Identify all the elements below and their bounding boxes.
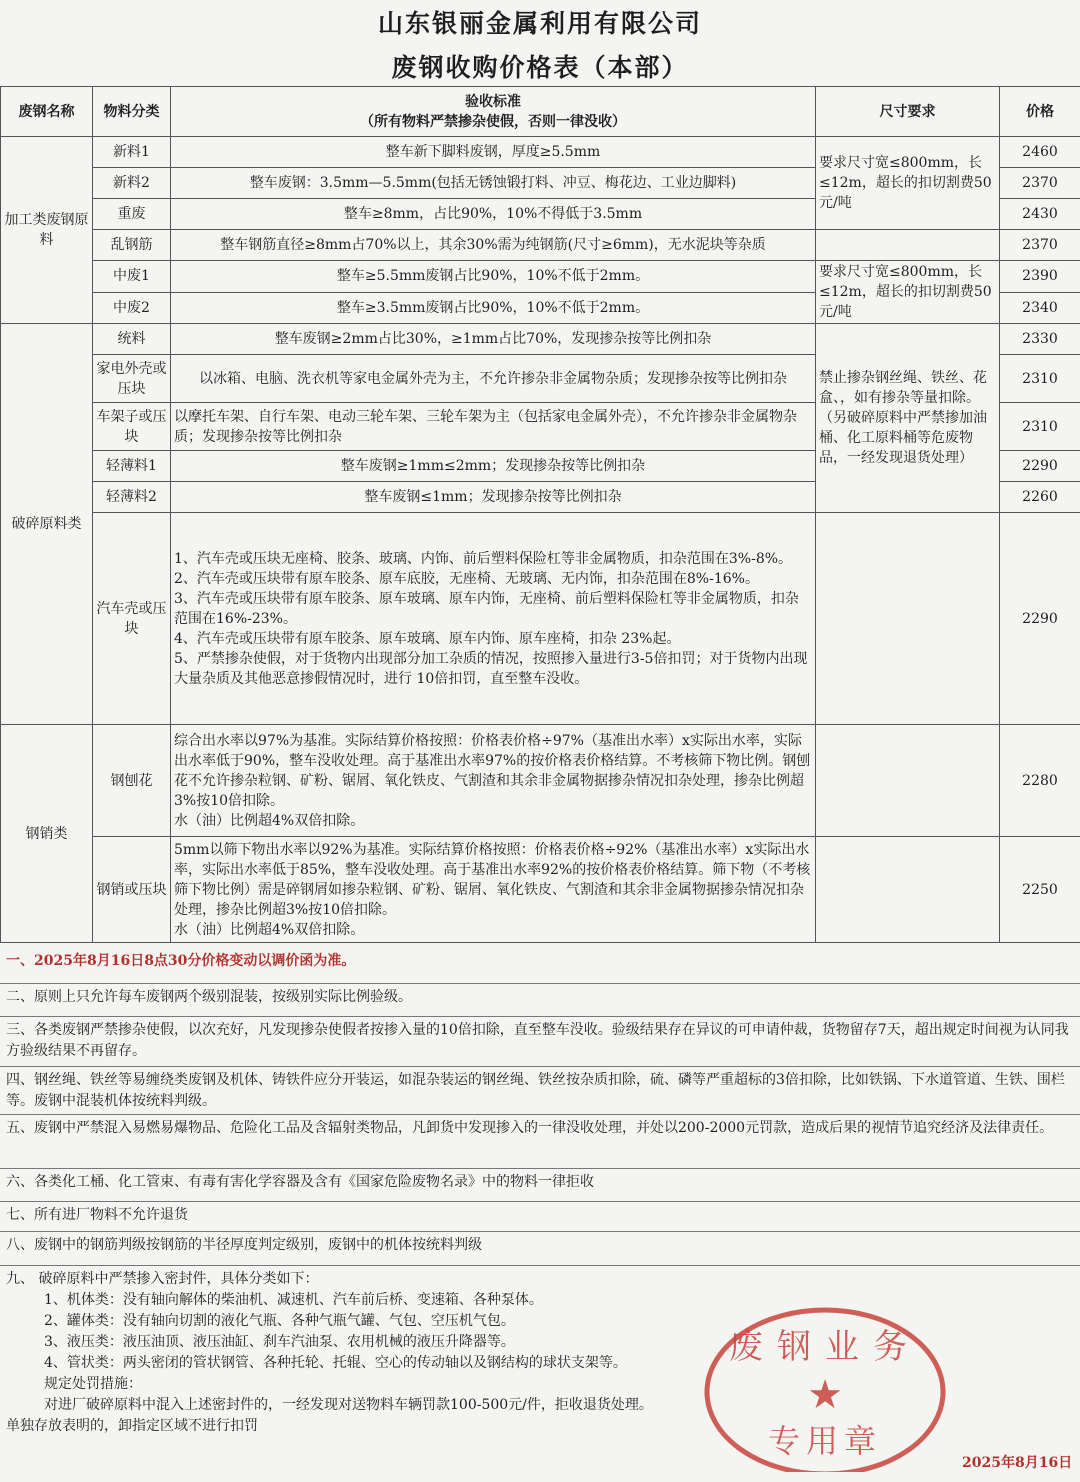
price-cell: 2340 bbox=[1000, 292, 1080, 324]
category-cell: 乱钢筋 bbox=[93, 230, 171, 261]
note-9-penalty: 对进厂破碎原料中混入上述密封件的，一经发现对送物料车辆罚款100-500元/件，拒收退货处理。 bbox=[44, 1397, 653, 1413]
note-5: 五、废钢中严禁混入易燃易爆物品、危险化工品及含辐射类物品，凡卸货中发现掺入的一律没收处理，并处以200-2000元罚款，造成后果的视情节追究经济及法律责任。 bbox=[0, 1115, 1080, 1169]
category-cell: 家电外壳或压块 bbox=[93, 355, 171, 403]
table-row bbox=[1, 837, 1080, 943]
category-cell: 新料2 bbox=[93, 168, 171, 199]
standard-cell: 整车≥3.5mm废钢占比90%，10%不低于2mm。 bbox=[171, 292, 816, 324]
standard-line: 2、汽车壳或压块带有原车胶条、原车底胶，无座椅、无玻璃、无内饰，扣杂范围在8%-16%。 bbox=[174, 570, 759, 587]
category-cell: 中废1 bbox=[93, 261, 171, 293]
standard-cell: 整车钢筋直径≥8mm占70%以上，其余30%需为纯钢筋(尺寸≥6mm)，无水泥块等杂质 bbox=[171, 230, 816, 261]
standard-line: 5mm以筛下物出水率以92%为基准。实际结算价格按照：价格表价格÷92%（基准出水率）x实际出水率，实际出水率低于85%，整车没收处理。高于基准出水率92%的按价格表价格结算。筛下物（不考核筛下物比例）需是碎钢屑如掺杂粒钢、矿粉、锯屑、氧化铁皮、气割渣和其余非金属物据掺杂情况扣杂处理，掺杂比例超3%按10倍扣除。 bbox=[174, 841, 811, 918]
price-table bbox=[0, 86, 1080, 943]
standard-line: 5、严禁掺杂使假，对于货物内出现部分加工杂质的情况，按照掺入量进行3-5倍扣罚；对于货物内出现大量杂质及其他恶意掺假情况时，进行 10倍扣罚，直至整车没收。 bbox=[174, 650, 808, 687]
size-cell-empty bbox=[816, 725, 1000, 837]
standard-line: 4、汽车壳或压块带有原车胶条、原车玻璃、原车内饰、原车座椅，扣杂 23%起。 bbox=[174, 630, 681, 647]
category-cell: 新料1 bbox=[93, 137, 171, 168]
price-cell: 2390 bbox=[1000, 261, 1080, 293]
header-standard-line2: （所有物料严禁掺杂使假，否则一律没收） bbox=[360, 113, 626, 130]
table-row bbox=[1, 513, 1080, 725]
header-standard bbox=[171, 87, 816, 137]
header-category: 物料分类 bbox=[93, 87, 171, 137]
price-cell: 2370 bbox=[1000, 168, 1080, 199]
price-cell: 2290 bbox=[1000, 513, 1080, 725]
category-cell: 钢刨花 bbox=[93, 725, 171, 837]
standard-cell: 整车废钢≤1mm；发现掺杂按等比例扣杂 bbox=[171, 482, 816, 513]
standard-line: 综合出水率以97%为基准。实际结算价格按照：价格表价格÷97%（基准出水率）x实际出水率，实际出水率低于90%，整车没收处理。高于基准出水率97%的按价格表价格结算。不考核筛下物比例。钢刨花不允许掺杂粒钢、矿粉、锯屑、氧化铁皮、气割渣和其余非金属物据掺杂情况扣杂处理，掺杂比例超3%按10倍扣除。 bbox=[174, 732, 811, 809]
price-cell: 2250 bbox=[1000, 837, 1080, 943]
note-2: 二、原则上只允许每车废钢两个级别混装，按级别实际比例验级。 bbox=[0, 984, 1080, 1017]
category-cell: 统料 bbox=[93, 324, 171, 355]
price-cell: 2280 bbox=[1000, 725, 1080, 837]
note-4: 四、钢丝绳、铁丝等易缠绕类废钢及机体、铸铁件应分开装运，如混杂装运的钢丝绳、铁丝按杂质扣除，硫、磷等严重超标的3倍扣除，比如铁锅、下水道管道、生铁、围栏等。废钢中混装机体按统料判级。 bbox=[0, 1067, 1080, 1115]
table-row bbox=[1, 725, 1080, 837]
table-header-row bbox=[1, 87, 1080, 137]
category-cell: 车架子或压块 bbox=[93, 403, 171, 451]
note-9-head: 九、 破碎原料中严禁掺入密封件，具体分类如下： bbox=[6, 1271, 319, 1287]
size-cell-empty bbox=[816, 837, 1000, 943]
size-cell: 要求尺寸宽≤800mm，长≤12m，超长的扣切割费50元/吨 bbox=[816, 137, 1000, 230]
price-cell: 2430 bbox=[1000, 199, 1080, 230]
header-name: 废钢名称 bbox=[1, 87, 93, 137]
header-standard-line1: 验收标准 bbox=[465, 93, 521, 110]
category-cell: 钢销或压块 bbox=[93, 837, 171, 943]
standard-line: 3、汽车壳或压块带有原车胶条、原车玻璃、原车内饰，无座椅、前后塑料保险杠等非金属物质，扣杂范围在16%-23%。 bbox=[174, 590, 799, 627]
note-8: 八、废钢中的钢筋判级按钢筋的半径厚度判定级别，废钢中的机体按统料判级 bbox=[0, 1232, 1080, 1266]
standard-cell: 整车≥5.5mm废钢占比90%，10%不低于2mm。 bbox=[171, 261, 816, 293]
standard-line: 水（油）比例超4%双倍扣除。 bbox=[174, 812, 365, 829]
standard-cell: 整车废钢：3.5mm—5.5mm(包括无锈蚀锻打料、冲豆、梅花边、工业边脚料) bbox=[171, 168, 816, 199]
header-price: 价格 bbox=[1000, 87, 1080, 137]
size-cell: 禁止掺杂钢丝绳、铁丝、花盒、，如有掺杂等量扣除。（另破碎原料中严禁掺加油桶、化工原料桶等危废物品，一经发现退货处理） bbox=[816, 324, 1000, 513]
standard-cell: 整车新下脚料废钢，厚度≥5.5mm bbox=[171, 137, 816, 168]
standard-cell: 以冰箱、电脑、洗衣机等家电金属外壳为主，不允许掺杂非金属物杂质；发现掺杂按等比例扣杂 bbox=[171, 355, 816, 403]
group-label: 破碎原料类 bbox=[1, 324, 93, 725]
standard-cell: 以摩托车架、自行车架、电动三轮车架、三轮车架为主（包括家电金属外壳），不允许掺杂非金属物杂质；发现掺杂按等比例扣杂 bbox=[171, 403, 816, 451]
standard-cell: 整车废钢≥1mm≤2mm；发现掺杂按等比例扣杂 bbox=[171, 451, 816, 482]
sheet-title: 废钢收购价格表（本部） bbox=[391, 53, 689, 82]
note-9-item: 3、液压类：液压油顶、液压油缸、刹车汽油泵、农用机械的液压升降器等。 bbox=[44, 1334, 515, 1350]
table-row bbox=[1, 324, 1080, 355]
note-1 bbox=[0, 948, 1080, 984]
standard-cell: 整车≥8mm，占比90%，10%不得低于3.5mm bbox=[171, 199, 816, 230]
note-1-text: 一、2025年8月16日8点30分价格变动以调价函为准。 bbox=[6, 953, 356, 969]
price-cell: 2460 bbox=[1000, 137, 1080, 168]
note-7: 七、所有进厂物料不允许退货 bbox=[0, 1202, 1080, 1232]
standard-line: 1、汽车壳或压块无座椅、胶条、玻璃、内饰、前后塑料保险杠等非金属物质，扣杂范围在3%-8%。 bbox=[174, 550, 793, 567]
note-9-exception: 单独存放表明的，卸指定区域不进行扣罚 bbox=[6, 1418, 258, 1434]
note-3: 三、各类废钢严禁掺杂使假，以次充好，凡发现掺杂使假者按掺入量的10倍扣除，直至整车没收。验级结果存在异议的可申请仲裁，货物留存7天，超出规定时间视为认同我方验级结果不再留存。 bbox=[0, 1017, 1080, 1067]
seal-top-text: 废钢业务 bbox=[729, 1327, 921, 1367]
note-9-penalty-label: 规定处罚措施： bbox=[44, 1376, 142, 1392]
category-cell: 重废 bbox=[93, 199, 171, 230]
price-cell: 2370 bbox=[1000, 230, 1080, 261]
table-row bbox=[1, 137, 1080, 168]
note-9-item: 2、罐体类：没有轴向切割的液化气瓶、各种气瓶气罐、气包、空压机气包。 bbox=[44, 1313, 515, 1329]
footer-date: 2025年8月16日 bbox=[962, 1455, 1073, 1471]
price-cell: 2260 bbox=[1000, 482, 1080, 513]
standard-cell bbox=[171, 725, 816, 837]
group-label: 加工类废钢原料 bbox=[1, 137, 93, 324]
table-row bbox=[1, 261, 1080, 293]
size-cell-empty bbox=[816, 230, 1000, 261]
category-cell: 中废2 bbox=[93, 292, 171, 324]
category-cell: 轻薄料1 bbox=[93, 451, 171, 482]
size-cell: 要求尺寸宽≤800mm，长≤12m，超长的扣切割费50元/吨 bbox=[816, 261, 1000, 324]
note-9-item: 4、管状类：两头密闭的管状钢管、各种托轮、托辊、空心的传动轴以及钢结构的球状支架等。 bbox=[44, 1355, 627, 1371]
category-cell: 轻薄料2 bbox=[93, 482, 171, 513]
standard-cell bbox=[171, 513, 816, 725]
price-cell: 2330 bbox=[1000, 324, 1080, 355]
header-size: 尺寸要求 bbox=[816, 87, 1000, 137]
standard-line: 水（油）比例超4%双倍扣除。 bbox=[174, 921, 365, 938]
seal-bottom-text: 专用章 bbox=[767, 1422, 883, 1460]
table-row bbox=[1, 230, 1080, 261]
seal-star-icon: ★ bbox=[807, 1372, 843, 1418]
group-label: 钢销类 bbox=[1, 725, 93, 943]
price-cell: 2290 bbox=[1000, 451, 1080, 482]
note-6: 六、各类化工桶、化工管束、有毒有害化学容器及含有《国家危险废物名录》中的物料一律拒收 bbox=[0, 1169, 1080, 1202]
standard-cell: 整车废钢≥2mm占比30%，≥1mm占比70%，发现掺杂按等比例扣杂 bbox=[171, 324, 816, 355]
price-cell: 2310 bbox=[1000, 403, 1080, 451]
size-cell-empty bbox=[816, 513, 1000, 725]
category-cell: 汽车壳或压块 bbox=[93, 513, 171, 725]
company-seal bbox=[700, 1300, 950, 1472]
standard-cell bbox=[171, 837, 816, 943]
company-name: 山东银丽金属利用有限公司 bbox=[377, 9, 702, 38]
note-9-item: 1、机体类：没有轴向解体的柴油机、减速机、汽车前后桥、变速箱、各种泵体。 bbox=[44, 1292, 543, 1308]
price-cell: 2310 bbox=[1000, 355, 1080, 403]
